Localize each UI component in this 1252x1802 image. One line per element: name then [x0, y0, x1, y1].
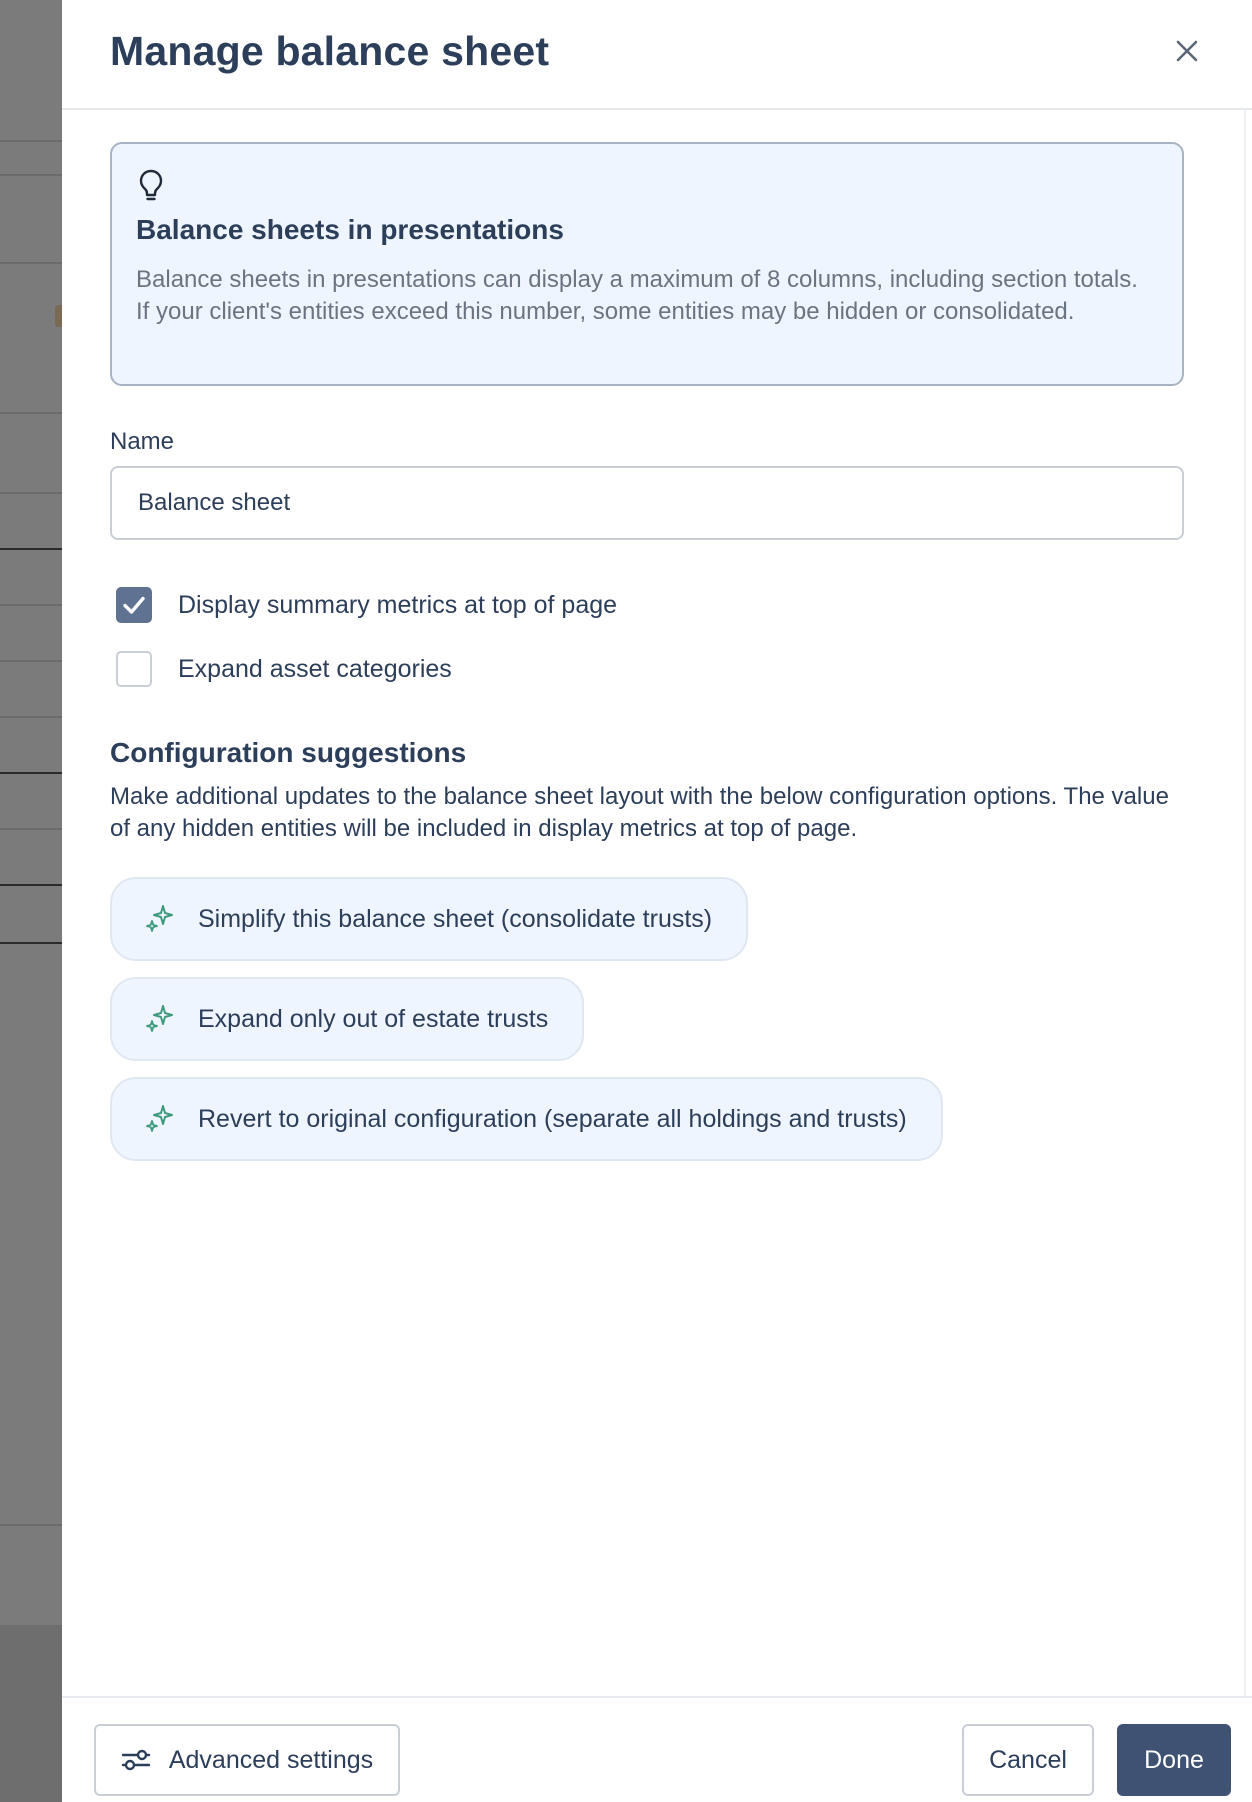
- checkmark-icon: [121, 592, 147, 618]
- suggestion-simplify-button[interactable]: [110, 877, 748, 961]
- backdrop-divider: [0, 660, 62, 662]
- expand-asset-categories-option[interactable]: [116, 650, 452, 688]
- drawer-footer: [62, 1696, 1252, 1802]
- configuration-suggestions-title: Configuration suggestions: [110, 737, 467, 768]
- expand-asset-categories-label: Expand asset categories: [178, 654, 452, 683]
- info-text: Balance sheets in presentations can display a maximum of 8 columns, including section totals. If your client's entities exceed this number, some entities may be hidden or consolidated.: [136, 266, 1138, 325]
- backdrop-divider: [0, 828, 62, 830]
- backdrop-divider: [0, 492, 62, 494]
- backdrop-divider: [0, 140, 62, 142]
- done-button[interactable]: Done: [1117, 1724, 1231, 1796]
- suggestion-expand-trusts-button[interactable]: [110, 977, 584, 1061]
- expand-asset-categories-checkbox[interactable]: [116, 651, 152, 687]
- backdrop-divider: [0, 716, 62, 718]
- sparkle-icon: [144, 1103, 176, 1135]
- sparkle-icon: [144, 903, 176, 935]
- backdrop-divider: [0, 174, 62, 176]
- close-icon: [1175, 39, 1199, 63]
- backdrop-divider: [0, 772, 62, 774]
- summary-metrics-checkbox[interactable]: [116, 587, 152, 623]
- name-input[interactable]: [110, 466, 1184, 540]
- suggestion-label: Expand only out of estate trusts: [198, 1004, 549, 1033]
- suggestion-label: Simplify this balance sheet (consolidate trusts): [198, 904, 713, 933]
- info-callout: [110, 142, 1184, 386]
- advanced-settings-button[interactable]: [94, 1724, 400, 1796]
- drawer-header: [62, 0, 1252, 110]
- advanced-settings-label: Advanced settings: [168, 1745, 374, 1774]
- backdrop-panel: [0, 1625, 62, 1802]
- lightbulb-icon: [136, 168, 166, 204]
- backdrop-divider: [0, 412, 62, 414]
- sparkle-icon: [144, 1003, 176, 1035]
- page-backdrop[interactable]: [0, 0, 62, 1802]
- backdrop-divider: [0, 262, 62, 264]
- suggestion-label: Revert to original configuration (separate all holdings and trusts): [198, 1104, 907, 1133]
- close-button[interactable]: [1170, 34, 1204, 68]
- summary-metrics-label: Display summary metrics at top of page: [178, 590, 618, 619]
- info-heading: Balance sheets in presentations: [136, 214, 564, 245]
- scroll-track: [1244, 110, 1246, 1696]
- drawer-title: Manage balance sheet: [110, 28, 550, 74]
- backdrop-divider: [0, 604, 62, 606]
- backdrop-divider: [0, 884, 62, 886]
- cancel-button[interactable]: Cancel: [962, 1724, 1094, 1796]
- backdrop-divider: [0, 548, 62, 550]
- backdrop-divider: [0, 942, 62, 944]
- configuration-suggestions-description: Make additional updates to the balance sheet layout with the below configuration options. The value of any hidden entities will be included in display metrics at top of page.: [110, 783, 1169, 842]
- manage-balance-sheet-drawer: [62, 0, 1252, 1802]
- summary-metrics-option[interactable]: [116, 586, 617, 624]
- suggestion-revert-button[interactable]: [110, 1077, 943, 1161]
- sliders-icon: [121, 1748, 151, 1772]
- backdrop-divider: [0, 1524, 62, 1526]
- name-label: Name: [110, 428, 175, 455]
